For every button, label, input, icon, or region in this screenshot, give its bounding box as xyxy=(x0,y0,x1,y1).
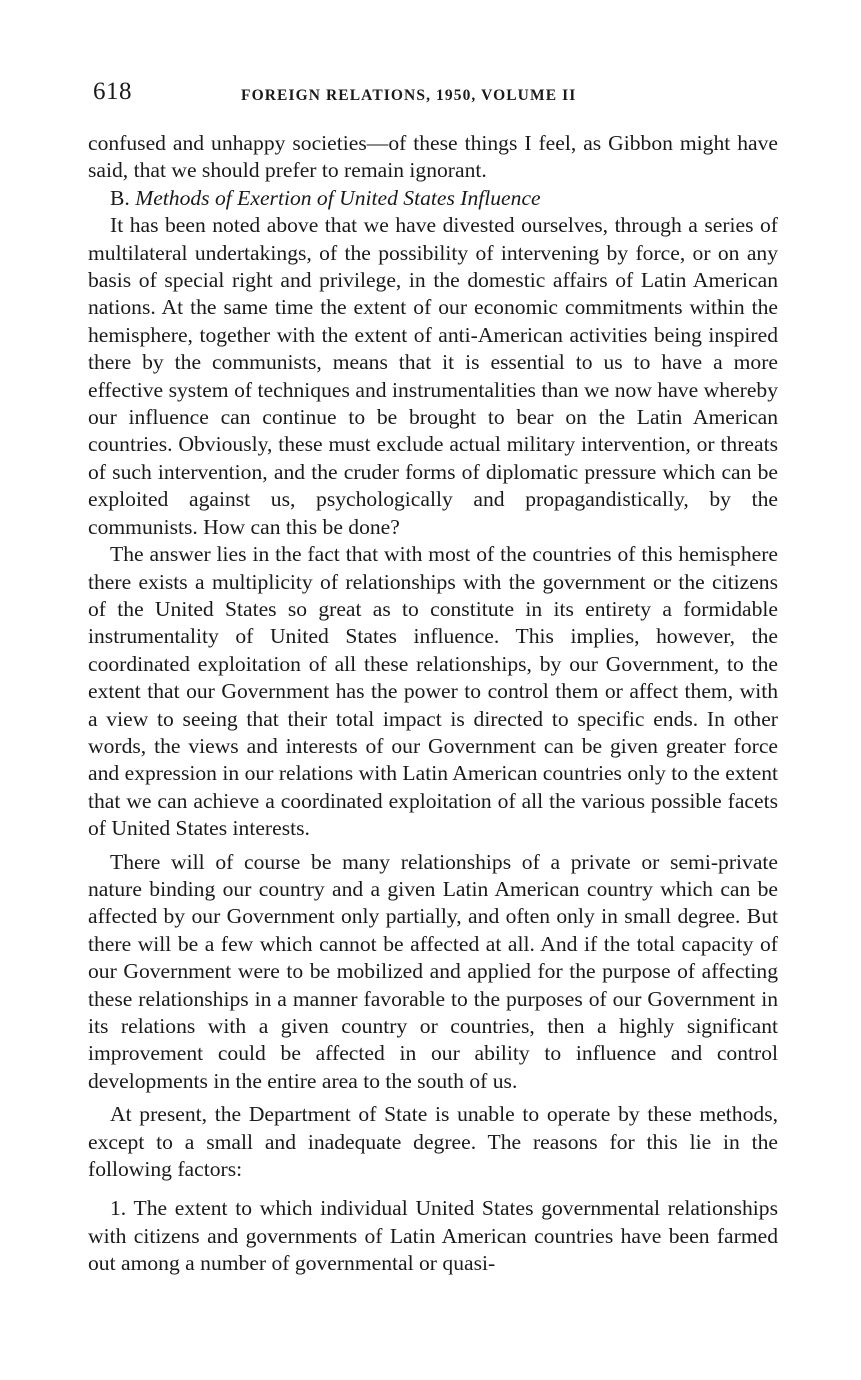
body-text xyxy=(88,130,778,1278)
page-number: 618 xyxy=(93,78,132,105)
running-head: FOREIGN RELATIONS, 1950, VOLUME II xyxy=(241,87,577,104)
section-heading xyxy=(88,185,778,212)
section-letter: B. xyxy=(110,185,130,210)
paragraph-2: The answer lies in the fact that with most of the countries of this hemisphere there exists a multiplicity of relationships with the government or the citizens of the United States so great as to constitute in its entirety a formidable instrumentality of United States influence. This implies, however, the coordinated exploitation of all these relationships, by our Government, to the extent that our Government has the power to control them or affect them, with a view to seeing that their total impact is directed to specific ends. In other words, the views and interests of our Government can be given greater force and expression in our relations with Latin American countries only to the extent that we can achieve a coordinated exploitation of all the various possible facets of United States interests. xyxy=(88,542,778,841)
paragraph-3: There will of course be many relationships of a private or semi-private nature binding our country and a given Latin American country which can be affected by our Government only partially, and often only in small degree. But there will be a few which cannot be affected at all. And if the total capacity of our Government were to be mobilized and applied for the purpose of affecting these relationships in a manner favorable to the purposes of our Government in its relations with a given country or countries, then a highly significant improvement could be affected in our ability to influence and control developments in the entire area to the south of us. xyxy=(88,849,778,1093)
page-header xyxy=(93,78,783,110)
paragraph-continuation: confused and unhappy societies—of these things I feel, as Gibbon might have said, that we should prefer to remain ignorant. xyxy=(88,131,778,183)
section-title: Methods of Exertion of United States Influence xyxy=(135,185,541,210)
paragraph-5: 1. The extent to which individual United States governmental relationships with citizens and governments of Latin American countries have been farmed out among a number of governmental or quasi- xyxy=(88,1196,778,1276)
paragraph-4: At present, the Department of State is unable to operate by these methods, except to a small and inadequate degree. The reasons for this lie in the following factors: xyxy=(88,1102,778,1182)
paragraph-1: It has been noted above that we have divested ourselves, through a series of multilateral undertakings, of the possibility of intervening by force, or on any basis of special right and privilege, in the domestic affairs of Latin American nations. At the same time the extent of our economic commitments within the hemisphere, together with the extent of anti-American activities being inspired there by the communists, means that it is essential to us to have a more effective system of techniques and instrumentalities than we now have whereby our influence can continue to be brought to bear on the Latin American countries. Obviously, these must exclude actual military intervention, or threats of such intervention, and the cruder forms of diplomatic pressure which can be exploited against us, psychologically and propagandistically, by the communists. How can this be done? xyxy=(88,213,778,539)
